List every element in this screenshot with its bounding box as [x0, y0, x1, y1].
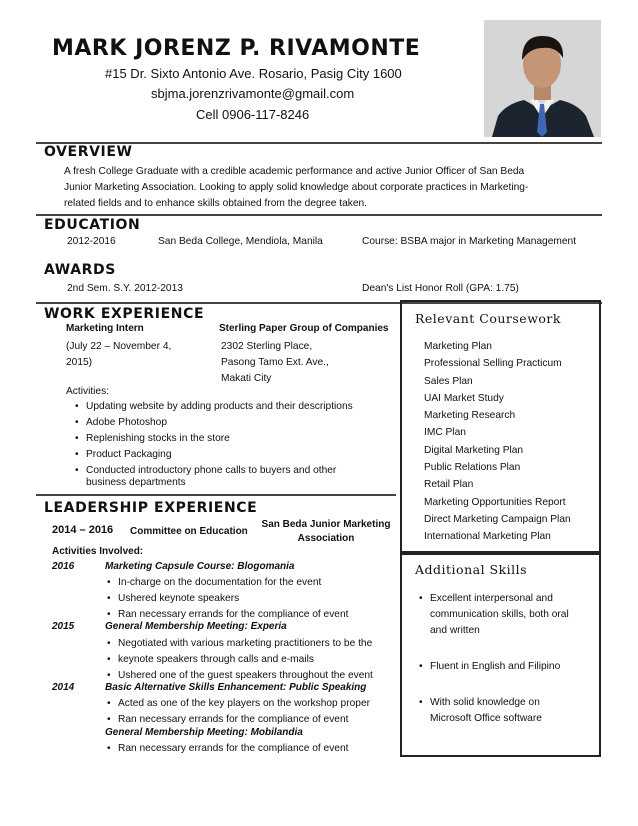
entry-bullets [104, 696, 404, 728]
overview-text [64, 164, 594, 212]
leadership-involved-label: Activities Involved: [52, 546, 144, 557]
entry-year: 2015 [52, 621, 75, 632]
profile-photo [484, 20, 601, 137]
work-company: Sterling Paper Group of Companies [219, 323, 389, 334]
list-item: • In-charge on the documentation for the event [104, 575, 404, 591]
leadership-committee: Committee on Education [130, 526, 248, 537]
overview-heading: OVERVIEW [44, 144, 133, 160]
divider [36, 494, 396, 496]
list-item: Marketing Opportunities Report [424, 496, 566, 508]
skill-line: and written [430, 625, 480, 636]
coursework-panel [400, 300, 601, 553]
work-address-line: 2302 Sterling Place, [221, 341, 313, 352]
list-item: UAI Market Study [424, 392, 504, 404]
list-item: • Product Packaging [72, 447, 392, 463]
work-address-line: Pasong Tamo Ext. Ave., [221, 357, 329, 368]
skills-panel [400, 553, 601, 757]
education-school: San Beda College, Mendiola, Manila [158, 236, 323, 247]
list-item-continuation [104, 652, 404, 668]
list-item: • Replenishing stocks in the store [72, 431, 392, 447]
entry-bullets [104, 575, 404, 623]
awards-term: 2nd Sem. S.Y. 2012-2013 [67, 283, 183, 294]
list-item: • Ran necessary errands for the compliance of event [104, 607, 404, 623]
divider [36, 214, 602, 216]
entry-bullets [104, 636, 404, 684]
bullet: • [419, 661, 423, 672]
list-item: Digital Marketing Plan [424, 444, 524, 456]
work-activities-label: Activities: [66, 386, 110, 397]
bullet: • [419, 593, 423, 604]
overview-line: A fresh College Graduate with a credible academic performance and active Junior Officer of San Beda [64, 166, 525, 177]
entry-year: 2014 [52, 682, 75, 693]
overview-line: related fields and to enhance skills obtained from the degree taken. [64, 198, 367, 209]
entry-title: Marketing Capsule Course: Blogomania [105, 561, 295, 572]
leadership-heading: LEADERSHIP EXPERIENCE [44, 500, 258, 516]
work-dates-line: (July 22 – November 4, [66, 341, 172, 352]
leadership-org-line: Association [297, 533, 355, 544]
work-heading: WORK EXPERIENCE [44, 306, 205, 322]
work-activities-cont: business departments [86, 477, 186, 488]
list-item: • Negotiated with various marketing practitioners to be the [104, 636, 404, 652]
skill-1-text [416, 591, 596, 639]
education-heading: EDUCATION [44, 217, 141, 233]
skill-3-text [416, 695, 596, 727]
work-activities-list [72, 399, 392, 479]
email: sbjma.jorenzrivamonte@gmail.com [151, 86, 355, 101]
leadership-years: 2014 – 2016 [52, 524, 114, 536]
entry-year: 2016 [52, 561, 75, 572]
list-item: Direct Marketing Campaign Plan [424, 513, 571, 525]
skill-3 [416, 695, 596, 727]
list-item: Professional Selling Practicum [424, 358, 562, 370]
leadership-org [258, 518, 394, 546]
skill-line: Microsoft Office software [430, 713, 542, 724]
awards-item: Dean's List Honor Roll (GPA: 1.75) [362, 283, 519, 294]
work-address [221, 339, 329, 387]
coursework-heading: Relevant Coursework [415, 311, 561, 326]
address: #15 Dr. Sixto Antonio Ave. Rosario, Pasig City 1600 [105, 66, 402, 81]
list-item: • Conducted introductory phone calls to buyers and other [72, 463, 392, 479]
profile-photo-graphic [484, 20, 601, 137]
entry-title: General Membership Meeting: Mobilandia [105, 727, 303, 738]
awards-heading: AWARDS [44, 262, 116, 278]
skill-line: With solid knowledge on [430, 697, 540, 708]
resume-name: MARK JORENZ P. RIVAMONTE [52, 36, 421, 61]
skill-2-text [416, 659, 596, 675]
list-item: • Adobe Photoshop [72, 415, 392, 431]
skill-2 [416, 659, 596, 675]
continuation-text: keynote speakers through calls and e-mails [118, 654, 314, 665]
list-item: • Ushered one of the guest speakers throughout the event [104, 668, 404, 684]
skills-heading: Additional Skills [415, 562, 528, 577]
entry-bullets [104, 741, 404, 757]
list-item: Sales Plan [424, 375, 473, 387]
skill-1 [416, 591, 596, 639]
leadership-org-line: San Beda Junior Marketing [261, 519, 391, 530]
list-item: • Updating website by adding products and their descriptions [72, 399, 392, 415]
coursework-list [424, 338, 571, 546]
list-item: IMC Plan [424, 427, 466, 439]
work-dates-line: 2015) [66, 357, 93, 368]
list-item: • Ushered keynote speakers [104, 591, 404, 607]
education-course: Course: BSBA major in Marketing Management [362, 236, 577, 247]
work-dates [66, 339, 171, 371]
skill-line: Excellent interpersonal and [430, 593, 553, 604]
list-item: • Ran necessary errands for the compliance of event [104, 741, 404, 757]
work-address-line: Makati City [221, 373, 272, 384]
entry-title: General Membership Meeting: Experia [105, 621, 287, 632]
work-title: Marketing Intern [66, 323, 144, 334]
phone: Cell 0906-117-8246 [196, 107, 310, 122]
skill-line: communication skills, both oral [430, 609, 569, 620]
list-item: • Ran necessary errands for the compliance of event [104, 712, 404, 728]
skill-line: Fluent in English and Filipino [430, 661, 561, 672]
list-item: Marketing Research [424, 410, 516, 422]
list-item: Marketing Plan [424, 341, 492, 352]
education-years: 2012-2016 [67, 236, 116, 247]
list-item: Retail Plan [424, 479, 474, 491]
entry-title: Basic Alternative Skills Enhancement: Public Speaking [105, 682, 367, 693]
list-item: International Marketing Plan [424, 531, 551, 543]
overview-line: Junior Marketing Association. Looking to apply solid knowledge about corporate practices in Marketing- [64, 182, 529, 193]
bullet: • [419, 697, 423, 708]
list-item: • Acted as one of the key players on the workshop proper [104, 696, 404, 712]
list-item: Public Relations Plan [424, 462, 521, 474]
